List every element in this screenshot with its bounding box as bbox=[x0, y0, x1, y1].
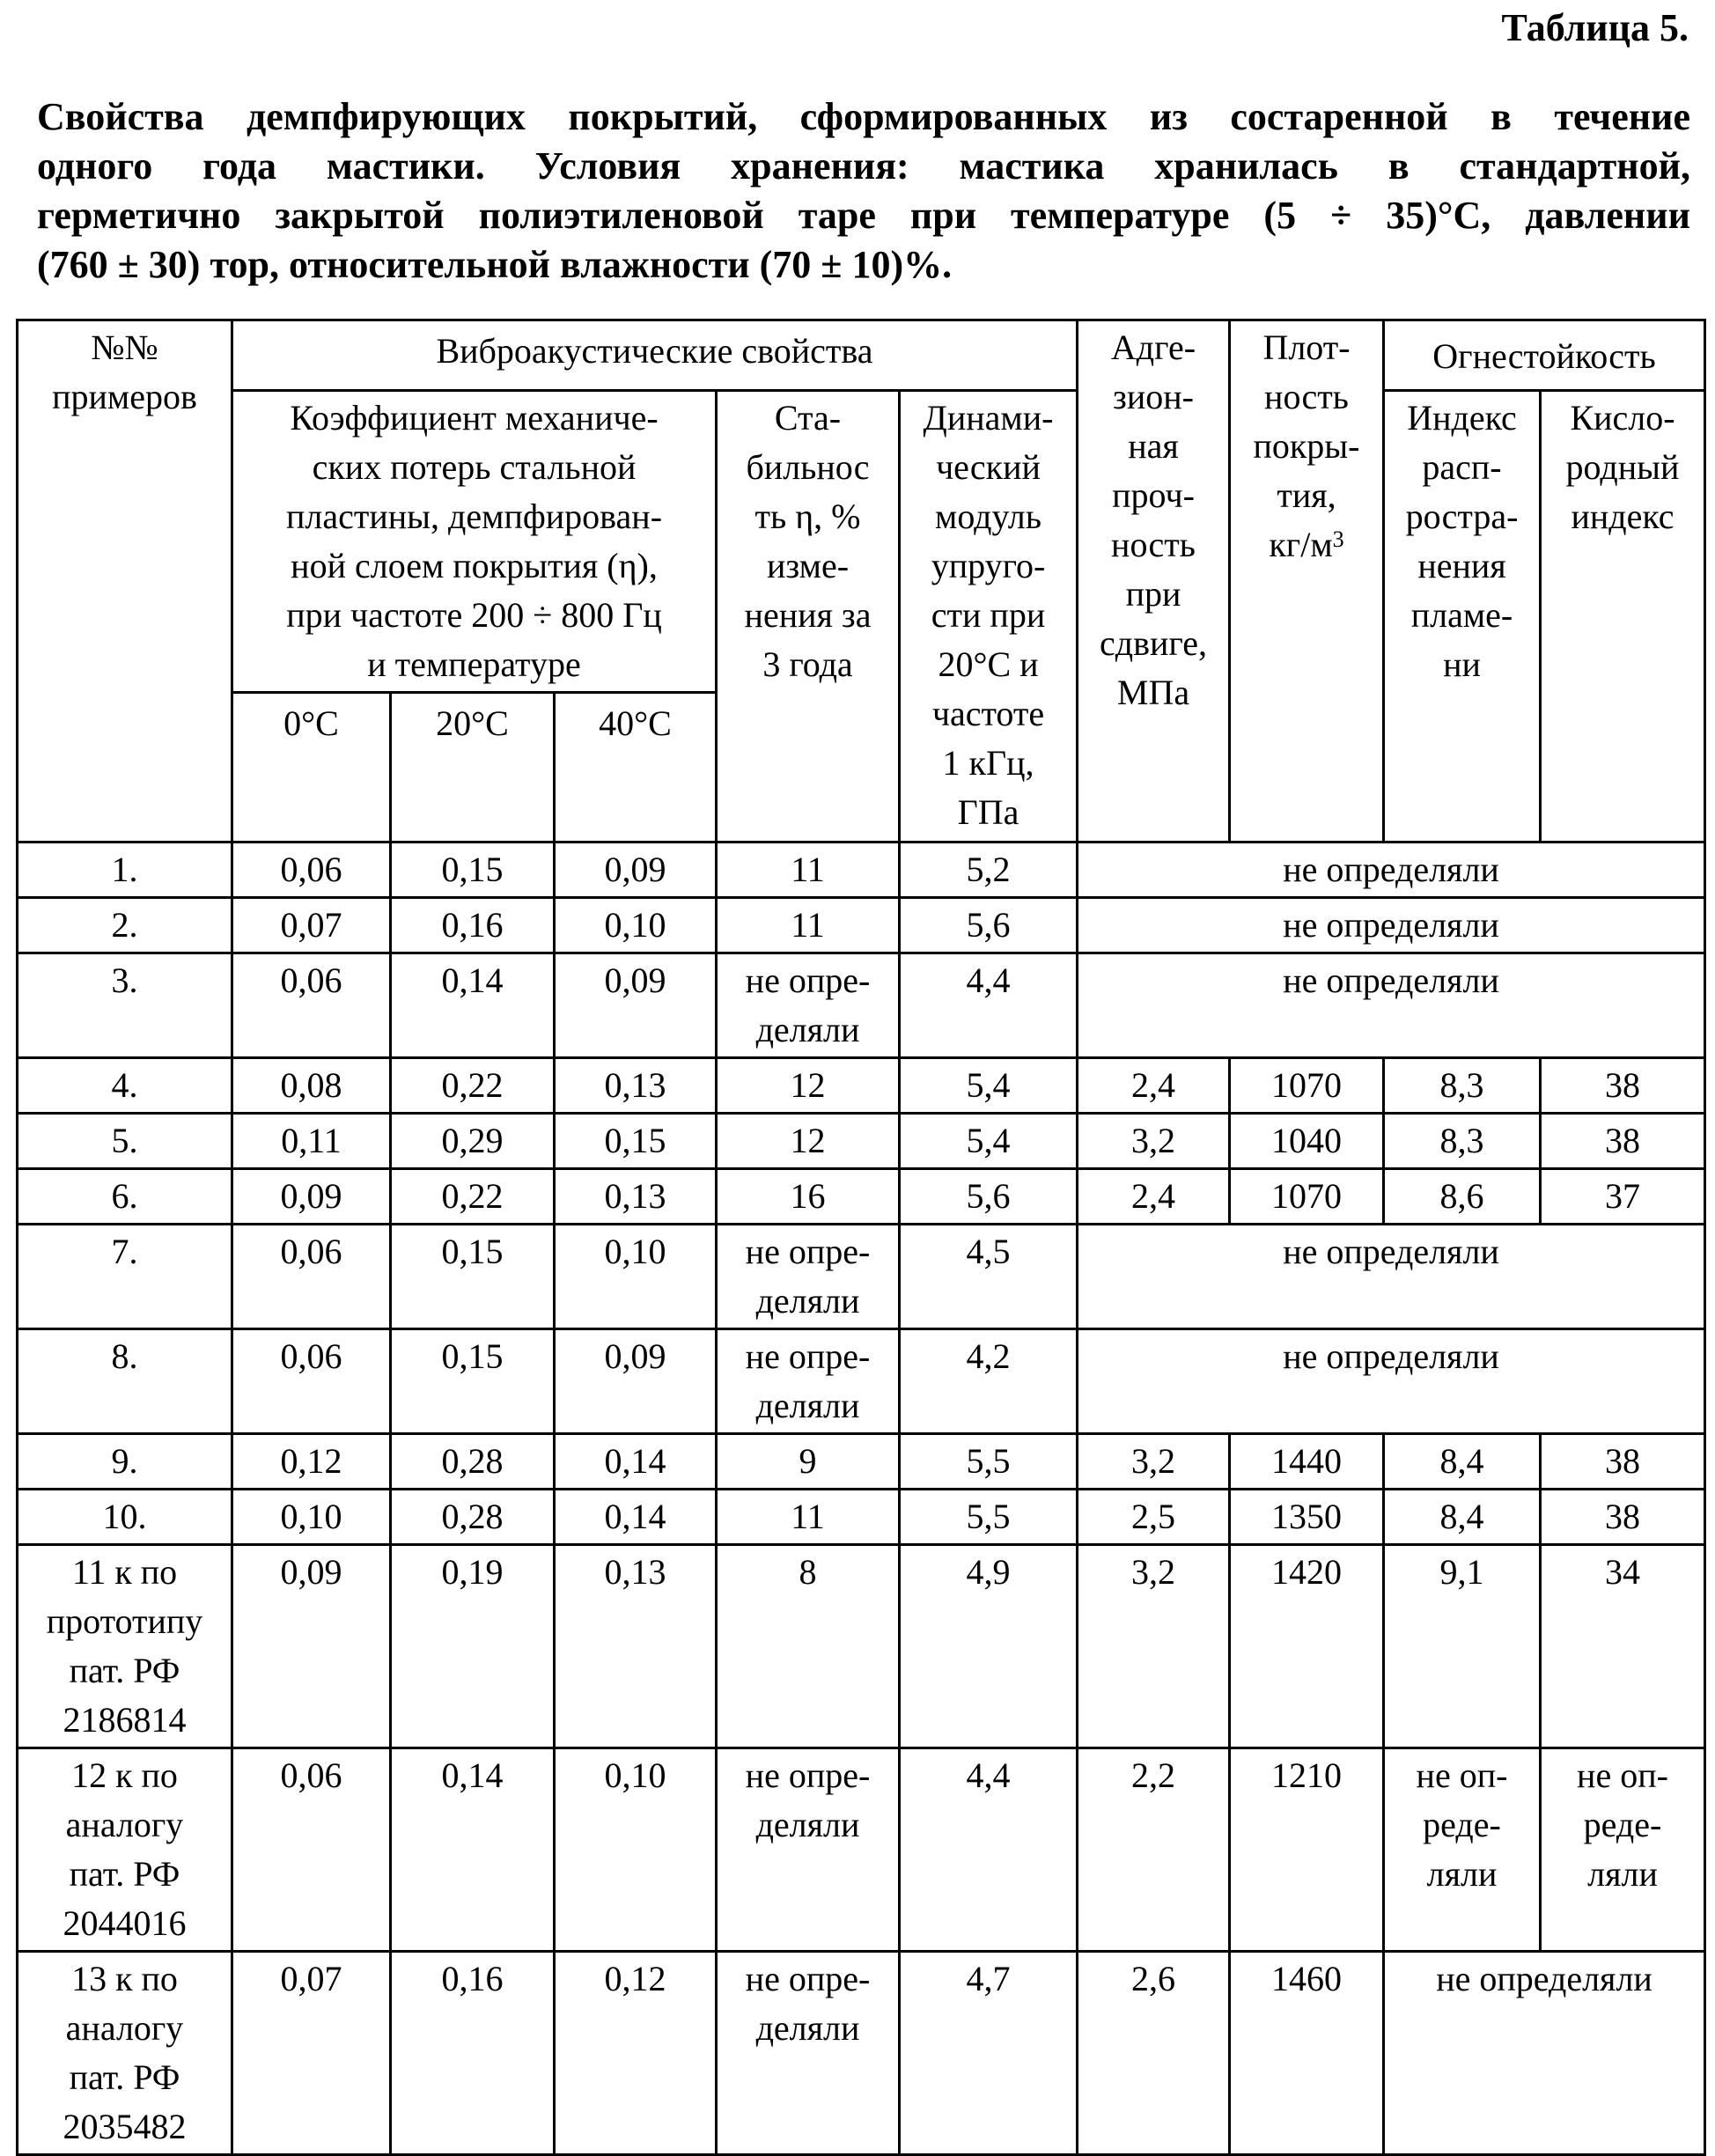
table-row bbox=[18, 1434, 1705, 1490]
loss-coef-0c: 0,07 bbox=[232, 1952, 391, 2155]
density-value: 1440 bbox=[1230, 1434, 1384, 1490]
table-row bbox=[18, 1225, 1705, 1329]
table-row bbox=[18, 953, 1705, 1058]
density-value: 1070 bbox=[1230, 1169, 1384, 1225]
example-number-line: 11 к по bbox=[72, 1552, 177, 1592]
not-determined-line: деляли bbox=[756, 2008, 860, 2048]
adhesion-value: 2,4 bbox=[1078, 1058, 1230, 1114]
not-determined-line: реде- bbox=[1584, 1805, 1662, 1844]
example-number-line: 13 к по bbox=[71, 1959, 178, 1998]
header-line: ность bbox=[1264, 377, 1349, 416]
loss-coef-20c: 0,16 bbox=[391, 1952, 555, 2155]
example-number-line: 3. bbox=[112, 960, 138, 1000]
dynamic-modulus-value: 5,4 bbox=[900, 1114, 1078, 1169]
loss-coef-40c: 0,14 bbox=[555, 1434, 717, 1490]
dynamic-modulus-value: 4,9 bbox=[900, 1545, 1078, 1748]
stability-not-determined bbox=[717, 953, 900, 1058]
not-determined-line: не опре- bbox=[746, 1232, 871, 1271]
flame-index-value: 8,6 bbox=[1384, 1169, 1541, 1225]
example-number-line: пат. РФ bbox=[70, 2057, 180, 2097]
header-line: родный bbox=[1566, 447, 1680, 487]
flame-index-value: 8,3 bbox=[1384, 1058, 1541, 1114]
header-line: Кисло- bbox=[1570, 398, 1675, 438]
superscript-3: 3 bbox=[1333, 526, 1344, 552]
loss-coef-20c: 0,28 bbox=[391, 1434, 555, 1490]
table-title: Таблица 5. bbox=[1501, 5, 1689, 50]
header-loss-coefficient bbox=[232, 391, 717, 693]
density-value: 1420 bbox=[1230, 1545, 1384, 1748]
header-line: индекс bbox=[1571, 497, 1674, 536]
dynamic-modulus-value: 5,5 bbox=[900, 1490, 1078, 1545]
header-temp-0: 0°C bbox=[232, 693, 391, 843]
dynamic-modulus-value: 4,4 bbox=[900, 1748, 1078, 1952]
not-determined: не определяли bbox=[1078, 898, 1705, 953]
stability-value: 8 bbox=[717, 1545, 900, 1748]
loss-coef-0c: 0,08 bbox=[232, 1058, 391, 1114]
adhesion-value: 2,5 bbox=[1078, 1490, 1230, 1545]
header-line: кг/м bbox=[1269, 525, 1332, 564]
header-vibroacoustic: Виброакустические свойства bbox=[232, 320, 1078, 391]
flame-index-value: 8,3 bbox=[1384, 1114, 1541, 1169]
dynamic-modulus-value: 5,5 bbox=[900, 1434, 1078, 1490]
table-caption bbox=[37, 92, 1690, 290]
stability-not-determined bbox=[717, 1952, 900, 2155]
example-number bbox=[18, 953, 232, 1058]
stability-not-determined bbox=[717, 1225, 900, 1329]
loss-coef-40c: 0,10 bbox=[555, 1748, 717, 1952]
stability-value: 12 bbox=[717, 1114, 900, 1169]
dynamic-modulus-value: 5,4 bbox=[900, 1058, 1078, 1114]
not-determined-line: деляли bbox=[756, 1010, 860, 1049]
flame-index-not-determined bbox=[1384, 1748, 1541, 1952]
header-flame-index bbox=[1384, 391, 1541, 843]
fire-resistance-not-determined: не определяли bbox=[1384, 1952, 1705, 2155]
example-number-line: 6. bbox=[112, 1176, 138, 1216]
dynamic-modulus-value: 4,5 bbox=[900, 1225, 1078, 1329]
oxygen-index-value: 34 bbox=[1541, 1545, 1705, 1748]
header-line: тия, bbox=[1277, 475, 1336, 515]
header-line: ни bbox=[1443, 644, 1481, 684]
loss-coef-40c: 0,13 bbox=[555, 1169, 717, 1225]
caption-line: (760 ± 30) тор, относительной влажности (70 ± 10)%. bbox=[37, 240, 1690, 290]
example-number-line: пат. РФ bbox=[70, 1651, 180, 1690]
example-number bbox=[18, 843, 232, 898]
loss-coef-0c: 0,10 bbox=[232, 1490, 391, 1545]
header-line: пламе- bbox=[1411, 595, 1513, 635]
table-row bbox=[18, 898, 1705, 953]
example-number bbox=[18, 1058, 232, 1114]
loss-coef-40c: 0,10 bbox=[555, 1225, 717, 1329]
loss-coef-20c: 0,29 bbox=[391, 1114, 555, 1169]
dynamic-modulus-value: 4,7 bbox=[900, 1952, 1078, 2155]
header-line: пластины, демпфирован- bbox=[286, 497, 662, 536]
not-determined-line: ляли bbox=[1587, 1854, 1658, 1894]
header-line: ГПа bbox=[958, 792, 1019, 832]
header-line: Индекс bbox=[1407, 398, 1517, 438]
loss-coef-20c: 0,22 bbox=[391, 1058, 555, 1114]
dynamic-modulus-value: 4,2 bbox=[900, 1329, 1078, 1434]
table-row bbox=[18, 1114, 1705, 1169]
example-number bbox=[18, 1225, 232, 1329]
loss-coef-40c: 0,09 bbox=[555, 1329, 717, 1434]
adhesion-value: 3,2 bbox=[1078, 1545, 1230, 1748]
loss-coef-0c: 0,07 bbox=[232, 898, 391, 953]
example-number-line: аналогу bbox=[66, 1805, 184, 1844]
not-determined-line: реде- bbox=[1423, 1805, 1501, 1844]
header-temp-20: 20°C bbox=[391, 693, 555, 843]
header-line: упруго- bbox=[931, 546, 1046, 585]
example-number bbox=[18, 1169, 232, 1225]
caption-line: герметично закрытой полиэтиленовой таре при температуре (5 ÷ 35)°C, давлении bbox=[37, 191, 1690, 240]
stability-value: 12 bbox=[717, 1058, 900, 1114]
adhesion-value: 2,2 bbox=[1078, 1748, 1230, 1952]
adhesion-value: 2,4 bbox=[1078, 1169, 1230, 1225]
table-row bbox=[18, 1952, 1705, 2155]
not-determined-line: деляли bbox=[756, 1805, 860, 1844]
header-line: бильнос bbox=[746, 447, 869, 487]
header-line: ность bbox=[1111, 525, 1196, 564]
header-line: Динами- bbox=[924, 398, 1054, 438]
example-number bbox=[18, 1748, 232, 1952]
example-number bbox=[18, 1545, 232, 1748]
density-value: 1040 bbox=[1230, 1114, 1384, 1169]
oxygen-index-value: 38 bbox=[1541, 1434, 1705, 1490]
example-number bbox=[18, 898, 232, 953]
example-number-line: 4. bbox=[112, 1065, 138, 1105]
oxygen-index-value: 38 bbox=[1541, 1114, 1705, 1169]
loss-coef-0c: 0,12 bbox=[232, 1434, 391, 1490]
dynamic-modulus-value: 4,4 bbox=[900, 953, 1078, 1058]
header-example-no bbox=[18, 320, 232, 843]
density-value: 1070 bbox=[1230, 1058, 1384, 1114]
stability-value: 11 bbox=[717, 1490, 900, 1545]
loss-coef-20c: 0,14 bbox=[391, 953, 555, 1058]
example-number bbox=[18, 1329, 232, 1434]
example-number-line: 10. bbox=[103, 1497, 147, 1536]
loss-coef-40c: 0,09 bbox=[555, 843, 717, 898]
header-line: Плот- bbox=[1262, 327, 1350, 367]
example-number-line: прототипу bbox=[47, 1601, 203, 1641]
loss-coef-40c: 0,14 bbox=[555, 1490, 717, 1545]
not-determined-line: не опре- bbox=[746, 1959, 871, 1998]
header-line: покры- bbox=[1253, 426, 1359, 466]
density-value: 1460 bbox=[1230, 1952, 1384, 2155]
example-number-line: 12 к по bbox=[71, 1755, 178, 1795]
oxygen-index-value: 37 bbox=[1541, 1169, 1705, 1225]
loss-coef-0c: 0,11 bbox=[232, 1114, 391, 1169]
stability-value: 11 bbox=[717, 843, 900, 898]
header-adhesion bbox=[1078, 320, 1230, 843]
header-line: при bbox=[1126, 574, 1181, 614]
loss-coef-20c: 0,15 bbox=[391, 1329, 555, 1434]
flame-index-value: 8,4 bbox=[1384, 1434, 1541, 1490]
header-line: проч- bbox=[1112, 475, 1195, 515]
not-determined: не определяли bbox=[1078, 843, 1705, 898]
header-line: ная bbox=[1128, 426, 1179, 466]
header-line: зион- bbox=[1113, 377, 1194, 416]
table-row bbox=[18, 843, 1705, 898]
example-number-line: аналогу bbox=[66, 2008, 184, 2048]
example-number-line: 9. bbox=[112, 1441, 138, 1481]
adhesion-value: 3,2 bbox=[1078, 1114, 1230, 1169]
not-determined-line: не опре- bbox=[746, 960, 871, 1000]
table-body bbox=[18, 843, 1705, 2155]
loss-coef-40c: 0,13 bbox=[555, 1545, 717, 1748]
header-stability bbox=[717, 391, 900, 843]
header-oxygen-index bbox=[1541, 391, 1705, 843]
not-determined-line: ляли bbox=[1427, 1854, 1498, 1894]
example-number bbox=[18, 1490, 232, 1545]
oxygen-index-not-determined bbox=[1541, 1748, 1705, 1952]
loss-coef-20c: 0,28 bbox=[391, 1490, 555, 1545]
oxygen-index-value: 38 bbox=[1541, 1490, 1705, 1545]
header-line: 20°C и bbox=[938, 644, 1038, 684]
loss-coef-20c: 0,15 bbox=[391, 1225, 555, 1329]
example-number-line: 1. bbox=[112, 850, 138, 889]
header-line: ских потерь стальной bbox=[313, 447, 637, 487]
header-line: №№ bbox=[91, 327, 158, 367]
loss-coef-0c: 0,09 bbox=[232, 1169, 391, 1225]
example-number-line: 2. bbox=[112, 905, 138, 945]
header-line: 1 кГц, bbox=[943, 743, 1034, 783]
stability-value: 16 bbox=[717, 1169, 900, 1225]
loss-coef-0c: 0,09 bbox=[232, 1545, 391, 1748]
example-number-line: 2186814 bbox=[63, 1700, 187, 1740]
example-number-line: 7. bbox=[112, 1232, 138, 1271]
header-line: Адге- bbox=[1111, 327, 1196, 367]
not-determined-line: не опре- bbox=[746, 1755, 871, 1795]
not-determined-line: деляли bbox=[756, 1386, 860, 1425]
header-line: Коэффициент механиче- bbox=[290, 398, 658, 438]
header-line: сти при bbox=[931, 595, 1045, 635]
header-line: Ста- bbox=[775, 398, 841, 438]
stability-value: 9 bbox=[717, 1434, 900, 1490]
table-header bbox=[18, 320, 1705, 843]
header-line: ной слоем покрытия (η), bbox=[291, 546, 658, 585]
header-line: частоте bbox=[932, 694, 1044, 733]
dynamic-modulus-value: 5,6 bbox=[900, 1169, 1078, 1225]
loss-coef-0c: 0,06 bbox=[232, 843, 391, 898]
header-fire-resistance: Огнестойкость bbox=[1384, 320, 1705, 391]
loss-coef-20c: 0,19 bbox=[391, 1545, 555, 1748]
table-row bbox=[18, 1490, 1705, 1545]
loss-coef-40c: 0,15 bbox=[555, 1114, 717, 1169]
loss-coef-0c: 0,06 bbox=[232, 953, 391, 1058]
oxygen-index-value: 38 bbox=[1541, 1058, 1705, 1114]
density-value: 1350 bbox=[1230, 1490, 1384, 1545]
flame-index-value: 9,1 bbox=[1384, 1545, 1541, 1748]
stability-not-determined bbox=[717, 1329, 900, 1434]
not-determined: не определяли bbox=[1078, 953, 1705, 1058]
header-line: 3 года bbox=[762, 644, 852, 684]
example-number-line: 2035482 bbox=[63, 2107, 187, 2146]
loss-coef-40c: 0,13 bbox=[555, 1058, 717, 1114]
header-line: ть η, % bbox=[755, 497, 861, 536]
table-row bbox=[18, 1329, 1705, 1434]
loss-coef-20c: 0,22 bbox=[391, 1169, 555, 1225]
caption-line: одного года мастики. Условия хранения: мастика хранилась в стандартной, bbox=[37, 142, 1690, 191]
loss-coef-0c: 0,06 bbox=[232, 1748, 391, 1952]
not-determined: не определяли bbox=[1078, 1225, 1705, 1329]
example-number bbox=[18, 1114, 232, 1169]
not-determined-line: не оп- bbox=[1417, 1755, 1508, 1795]
example-number-line: 5. bbox=[112, 1121, 138, 1160]
header-line: нения bbox=[1417, 546, 1505, 585]
example-number-line: 2044016 bbox=[63, 1903, 187, 1943]
loss-coef-40c: 0,10 bbox=[555, 898, 717, 953]
header-line: ческий bbox=[936, 447, 1041, 487]
loss-coef-40c: 0,12 bbox=[555, 1952, 717, 2155]
loss-coef-0c: 0,06 bbox=[232, 1225, 391, 1329]
stability-not-determined bbox=[717, 1748, 900, 1952]
example-number bbox=[18, 1434, 232, 1490]
dynamic-modulus-value: 5,6 bbox=[900, 898, 1078, 953]
header-line: примеров bbox=[52, 377, 197, 416]
table-row bbox=[18, 1545, 1705, 1748]
table-row bbox=[18, 1058, 1705, 1114]
not-determined-line: не опре- bbox=[746, 1336, 871, 1376]
header-dynamic-modulus bbox=[900, 391, 1078, 843]
header-line: расп- bbox=[1422, 447, 1501, 487]
header-line: МПа bbox=[1117, 673, 1189, 712]
table-row bbox=[18, 1169, 1705, 1225]
example-number-line: 8. bbox=[112, 1336, 138, 1376]
loss-coef-20c: 0,16 bbox=[391, 898, 555, 953]
loss-coef-20c: 0,15 bbox=[391, 843, 555, 898]
loss-coef-20c: 0,14 bbox=[391, 1748, 555, 1952]
adhesion-value: 3,2 bbox=[1078, 1434, 1230, 1490]
stability-value: 11 bbox=[717, 898, 900, 953]
caption-line: Свойства демпфирующих покрытий, сформированных из состаренной в течение bbox=[37, 92, 1690, 142]
loss-coef-40c: 0,09 bbox=[555, 953, 717, 1058]
example-number bbox=[18, 1952, 232, 2155]
header-temp-40: 40°C bbox=[555, 693, 717, 843]
header-line: модуль bbox=[935, 497, 1042, 536]
header-density bbox=[1230, 320, 1384, 843]
flame-index-value: 8,4 bbox=[1384, 1490, 1541, 1545]
dynamic-modulus-value: 5,2 bbox=[900, 843, 1078, 898]
header-line: и температуре bbox=[367, 644, 581, 684]
properties-table bbox=[16, 319, 1706, 2156]
adhesion-value: 2,6 bbox=[1078, 1952, 1230, 2155]
header-line: при частоте 200 ÷ 800 Гц bbox=[286, 595, 662, 635]
header-line: ростра- bbox=[1406, 497, 1519, 536]
loss-coef-0c: 0,06 bbox=[232, 1329, 391, 1434]
table-row bbox=[18, 1748, 1705, 1952]
example-number-line: пат. РФ bbox=[70, 1854, 180, 1894]
density-value: 1210 bbox=[1230, 1748, 1384, 1952]
not-determined-line: не оп- bbox=[1577, 1755, 1668, 1795]
not-determined: не определяли bbox=[1078, 1329, 1705, 1434]
not-determined-line: деляли bbox=[756, 1281, 860, 1321]
header-line: сдвиге, bbox=[1100, 623, 1207, 663]
header-line: нения за bbox=[745, 595, 872, 635]
header-line: изме- bbox=[767, 546, 849, 585]
